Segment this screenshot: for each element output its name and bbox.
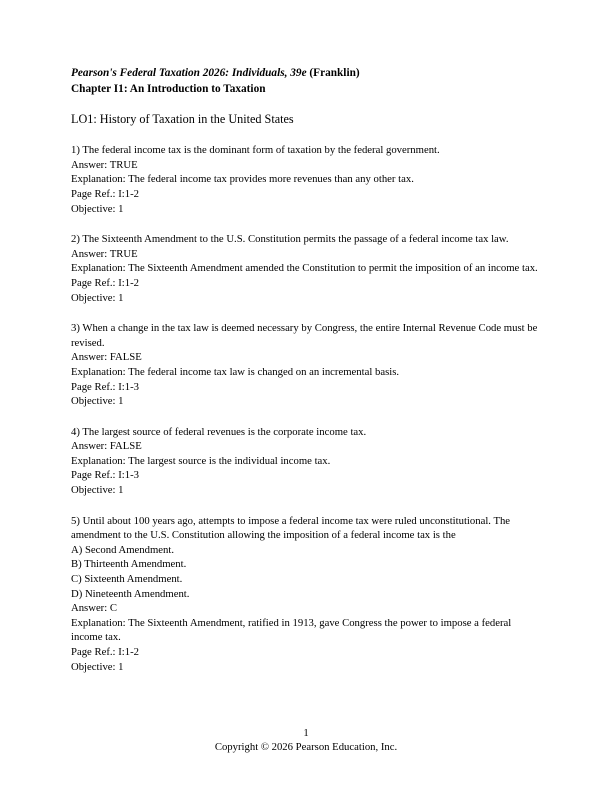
question-answer: Answer: TRUE: [71, 247, 138, 260]
question-block: [71, 425, 544, 498]
footer-page-number: 1: [303, 727, 309, 739]
question-page-ref: Page Ref.: I:1-2: [71, 276, 139, 289]
question-block: [71, 143, 544, 216]
footer-copyright: Copyright © 2026 Pearson Education, Inc.: [214, 741, 398, 753]
question-answer: Answer: TRUE: [71, 158, 138, 171]
question-explanation: Explanation: The federal income tax law is changed on an incremental basis.: [71, 365, 400, 378]
question-block: [71, 514, 544, 675]
book-title: Pearson's Federal Taxation 2026: Individuals, 39e: [71, 67, 307, 79]
question-objective: Objective: 1: [71, 395, 124, 408]
question-stem: 2) The Sixteenth Amendment to the U.S. Constitution permits the passage of a federal income tax law.: [71, 233, 509, 246]
book-author: (Franklin): [306, 67, 360, 79]
question-page-ref: Page Ref.: I:1-3: [71, 469, 139, 482]
document-content: [71, 66, 544, 674]
question-objective: Objective: 1: [71, 291, 124, 304]
question-stem: 4) The largest source of federal revenues is the corporate income tax.: [71, 425, 367, 438]
question-page-ref: Page Ref.: I:1-2: [71, 187, 139, 200]
question-stem: 5) Until about 100 years ago, attempts to impose a federal income tax were ruled unconstitutional. The amendment to the U.S. Constitution allowing the imposition of a federal income tax is the: [71, 514, 511, 542]
book-title-line: [71, 66, 544, 82]
question-answer: Answer: C: [71, 602, 118, 615]
question-stem: 3) When a change in the tax law is deemed necessary by Congress, the entire Internal Revenue Code must be revised.: [71, 322, 538, 349]
question-answer: Answer: FALSE: [71, 351, 142, 364]
question-page-ref: Page Ref.: I:1-3: [71, 380, 139, 393]
question-objective: Objective: 1: [71, 484, 124, 497]
question-option: D) Nineteenth Amendment.: [71, 587, 190, 600]
question-stem: 1) The federal income tax is the dominant form of taxation by the federal government.: [71, 144, 440, 157]
question-explanation: Explanation: The Sixteenth Amendment, ratified in 1913, gave Congress the power to impose a federal income tax.: [71, 616, 512, 644]
question-block: [71, 321, 544, 409]
question-explanation: Explanation: The largest source is the individual income tax.: [71, 454, 331, 467]
question-option: A) Second Amendment.: [71, 543, 174, 556]
question-page-ref: Page Ref.: I:1-2: [71, 646, 139, 658]
chapter-title: Chapter I1: An Introduction to Taxation: [71, 82, 266, 95]
question-option: C) Sixteenth Amendment.: [71, 573, 183, 586]
question-objective: Objective: 1: [71, 660, 124, 673]
learning-objective-heading: LO1: History of Taxation in the United States: [71, 112, 294, 127]
question-explanation: Explanation: The federal income tax provides more revenues than any other tax.: [71, 173, 414, 186]
question-objective: Objective: 1: [71, 202, 124, 215]
question-explanation: Explanation: The Sixteenth Amendment amended the Constitution to permit the imposition of an income tax.: [71, 262, 538, 275]
question-option: B) Thirteenth Amendment.: [71, 558, 187, 571]
question-block: [71, 232, 544, 305]
question-answer: Answer: FALSE: [71, 440, 142, 453]
